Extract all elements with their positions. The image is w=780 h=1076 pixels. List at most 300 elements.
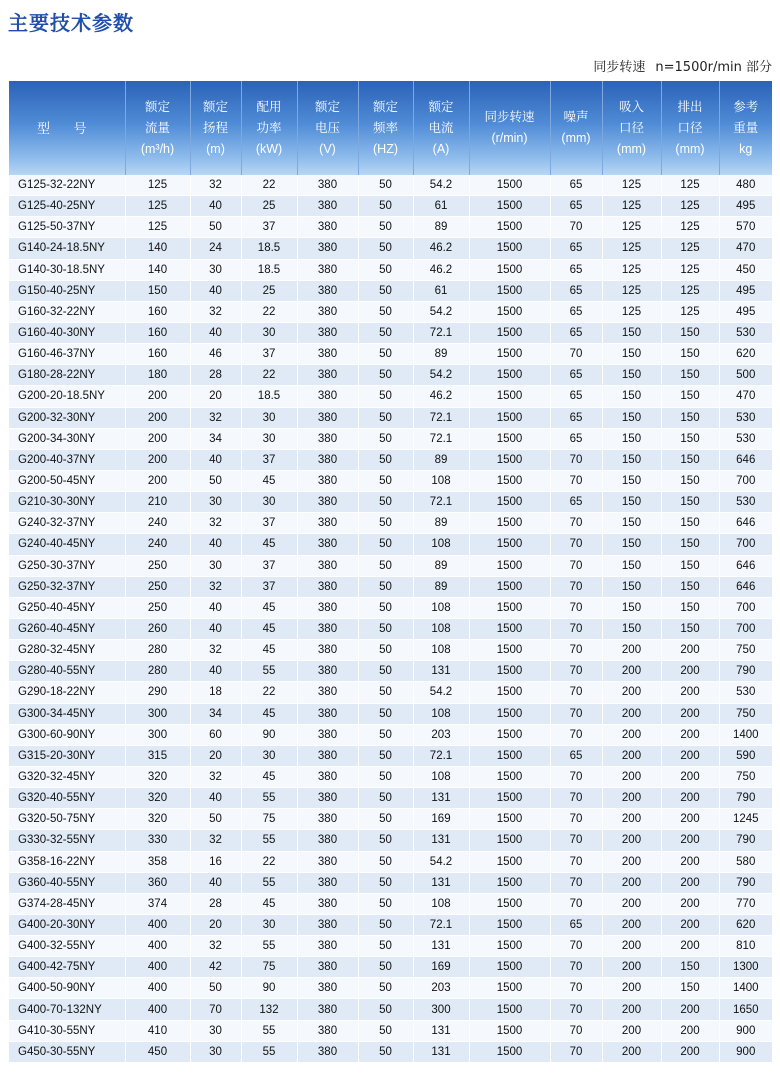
model-cell: G200-34-30NY: [9, 428, 125, 449]
table-cell: 470: [719, 386, 772, 407]
table-cell: 50: [358, 830, 413, 851]
model-cell: G125-32-22NY: [9, 175, 125, 196]
model-cell: G400-70-132NY: [9, 999, 125, 1020]
column-header-line: (A): [432, 141, 450, 156]
table-cell: 1400: [719, 724, 772, 745]
model-cell: G320-32-45NY: [9, 766, 125, 787]
table-cell: 70: [550, 766, 602, 787]
table-cell: 200: [661, 914, 719, 935]
column-header-3: [241, 81, 297, 175]
table-cell: 30: [241, 745, 297, 766]
table-cell: 530: [719, 428, 772, 449]
table-cell: 50: [358, 322, 413, 343]
column-header-line: 噪声: [563, 110, 589, 124]
table-cell: 150: [602, 534, 661, 555]
table-cell: 70: [550, 703, 602, 724]
table-cell: 790: [719, 830, 772, 851]
table-cell: 380: [297, 470, 358, 491]
table-cell: 280: [125, 661, 190, 682]
column-header-line: 吸入: [618, 99, 644, 114]
table-cell: 150: [602, 618, 661, 639]
model-cell: G140-30-18.5NY: [9, 259, 125, 280]
table-cell: 50: [358, 682, 413, 703]
table-cell: 580: [719, 851, 772, 872]
table-header: [9, 81, 772, 175]
table-cell: 380: [297, 830, 358, 851]
table-cell: 150: [661, 597, 719, 618]
table-cell: 50: [358, 1041, 413, 1062]
table-cell: 32: [190, 830, 241, 851]
table-cell: 250: [125, 555, 190, 576]
table-row: [9, 640, 772, 661]
table-cell: 18: [190, 682, 241, 703]
table-cell: 32: [190, 640, 241, 661]
table-row: [9, 407, 772, 428]
table-cell: 131: [413, 788, 469, 809]
column-header-line: 排出: [677, 99, 703, 114]
table-cell: 530: [719, 322, 772, 343]
model-cell: G150-40-25NY: [9, 280, 125, 301]
table-cell: 200: [602, 999, 661, 1020]
table-cell: 700: [719, 597, 772, 618]
table-cell: 30: [241, 914, 297, 935]
table-cell: 16: [190, 851, 241, 872]
table-cell: 30: [241, 428, 297, 449]
model-cell: G400-20-30NY: [9, 914, 125, 935]
table-cell: 1500: [469, 978, 550, 999]
table-cell: 125: [125, 175, 190, 196]
table-row: [9, 280, 772, 301]
table-cell: 646: [719, 576, 772, 597]
table-cell: 37: [241, 576, 297, 597]
table-cell: 200: [602, 661, 661, 682]
table-cell: 200: [602, 640, 661, 661]
column-header-line: 流量: [144, 120, 170, 135]
table-cell: 45: [241, 640, 297, 661]
table-cell: 900: [719, 1041, 772, 1062]
table-cell: 54.2: [413, 365, 469, 386]
table-cell: 30: [190, 555, 241, 576]
table-cell: 1500: [469, 386, 550, 407]
table-cell: 200: [661, 1020, 719, 1041]
table-cell: 125: [125, 196, 190, 217]
table-cell: 50: [358, 597, 413, 618]
table-cell: 300: [125, 724, 190, 745]
table-cell: 900: [719, 1020, 772, 1041]
table-cell: 65: [550, 196, 602, 217]
table-cell: 150: [602, 597, 661, 618]
table-cell: 90: [241, 978, 297, 999]
table-cell: 150: [602, 513, 661, 534]
table-cell: 65: [550, 745, 602, 766]
table-cell: 46: [190, 344, 241, 365]
table-cell: 108: [413, 893, 469, 914]
table-cell: 150: [661, 957, 719, 978]
table-cell: 700: [719, 534, 772, 555]
table-cell: 22: [241, 301, 297, 322]
table-cell: 1500: [469, 301, 550, 322]
table-cell: 50: [358, 576, 413, 597]
header-row: [9, 81, 772, 175]
table-cell: 380: [297, 597, 358, 618]
column-header-2: [190, 81, 241, 175]
speed-note-value: n=1500r/min 部分: [655, 60, 772, 75]
table-cell: 50: [358, 872, 413, 893]
table-cell: 72.1: [413, 407, 469, 428]
table-cell: 45: [241, 534, 297, 555]
table-cell: 108: [413, 597, 469, 618]
table-cell: 380: [297, 492, 358, 513]
table-cell: 1500: [469, 893, 550, 914]
table-cell: 70: [550, 449, 602, 470]
table-cell: 169: [413, 957, 469, 978]
table-cell: 72.1: [413, 322, 469, 343]
table-cell: 380: [297, 196, 358, 217]
table-cell: 330: [125, 830, 190, 851]
table-cell: 46.2: [413, 238, 469, 259]
table-cell: 50: [190, 978, 241, 999]
column-header-line: 额定: [202, 99, 228, 114]
model-cell: G200-20-18.5NY: [9, 386, 125, 407]
model-cell: G280-40-55NY: [9, 661, 125, 682]
table-cell: 65: [550, 322, 602, 343]
table-cell: 1500: [469, 872, 550, 893]
table-cell: 61: [413, 280, 469, 301]
table-cell: 380: [297, 893, 358, 914]
table-cell: 1500: [469, 470, 550, 491]
table-cell: 380: [297, 640, 358, 661]
table-cell: 315: [125, 745, 190, 766]
table-cell: 1500: [469, 492, 550, 513]
table-cell: 150: [661, 449, 719, 470]
table-cell: 374: [125, 893, 190, 914]
table-cell: 1500: [469, 682, 550, 703]
table-cell: 20: [190, 745, 241, 766]
table-cell: 45: [241, 597, 297, 618]
table-cell: 108: [413, 618, 469, 639]
table-row: [9, 470, 772, 491]
column-header-line: (m): [206, 141, 225, 156]
table-cell: 131: [413, 1041, 469, 1062]
table-cell: 620: [719, 344, 772, 365]
table-cell: 30: [190, 259, 241, 280]
table-row: [9, 893, 772, 914]
table-cell: 89: [413, 576, 469, 597]
table-cell: 200: [661, 640, 719, 661]
table-cell: 54.2: [413, 175, 469, 196]
table-cell: 450: [125, 1041, 190, 1062]
table-cell: 200: [125, 386, 190, 407]
table-row: [9, 365, 772, 386]
table-cell: 55: [241, 936, 297, 957]
table-cell: 1500: [469, 851, 550, 872]
table-cell: 70: [550, 999, 602, 1020]
table-cell: 590: [719, 745, 772, 766]
table-cell: 1500: [469, 322, 550, 343]
model-cell: G160-32-22NY: [9, 301, 125, 322]
table-cell: 150: [661, 470, 719, 491]
model-cell: G300-60-90NY: [9, 724, 125, 745]
model-cell: G250-40-45NY: [9, 597, 125, 618]
table-cell: 30: [241, 492, 297, 513]
table-cell: 150: [602, 449, 661, 470]
table-cell: 1500: [469, 259, 550, 280]
table-cell: 50: [358, 301, 413, 322]
speed-note-label: 同步转速: [593, 60, 646, 75]
table-cell: 50: [358, 914, 413, 935]
table-cell: 131: [413, 830, 469, 851]
table-cell: 380: [297, 978, 358, 999]
table-cell: 240: [125, 534, 190, 555]
table-cell: 28: [190, 893, 241, 914]
table-cell: 50: [358, 893, 413, 914]
table-cell: 1500: [469, 640, 550, 661]
table-cell: 200: [661, 788, 719, 809]
table-cell: 1500: [469, 555, 550, 576]
table-cell: 530: [719, 492, 772, 513]
table-cell: 160: [125, 344, 190, 365]
column-header-line: 同步转速: [484, 110, 535, 124]
table-row: [9, 1041, 772, 1062]
table-cell: 32: [190, 407, 241, 428]
table-cell: 210: [125, 492, 190, 513]
table-cell: 280: [125, 640, 190, 661]
column-header-line: 额定: [314, 99, 340, 114]
table-row: [9, 830, 772, 851]
model-cell: G330-32-55NY: [9, 830, 125, 851]
table-cell: 380: [297, 576, 358, 597]
table-cell: 646: [719, 449, 772, 470]
table-cell: 50: [190, 809, 241, 830]
page-title: 主要技术参数: [8, 11, 134, 35]
table-cell: 150: [661, 513, 719, 534]
table-cell: 150: [602, 470, 661, 491]
table-cell: 380: [297, 238, 358, 259]
table-cell: 70: [550, 872, 602, 893]
table-cell: 200: [661, 724, 719, 745]
table-cell: 24: [190, 238, 241, 259]
table-cell: 150: [661, 428, 719, 449]
table-cell: 30: [190, 1020, 241, 1041]
table-cell: 20: [190, 386, 241, 407]
table-cell: 45: [241, 470, 297, 491]
model-cell: G358-16-22NY: [9, 851, 125, 872]
table-row: [9, 576, 772, 597]
table-cell: 89: [413, 449, 469, 470]
table-cell: 200: [661, 661, 719, 682]
table-cell: 1500: [469, 576, 550, 597]
table-cell: 42: [190, 957, 241, 978]
table-cell: 55: [241, 661, 297, 682]
table-cell: 150: [602, 386, 661, 407]
table-cell: 65: [550, 175, 602, 196]
table-cell: 150: [661, 322, 719, 343]
table-cell: 50: [358, 640, 413, 661]
table-cell: 320: [125, 788, 190, 809]
table-row: [9, 534, 772, 555]
table-cell: 1650: [719, 999, 772, 1020]
table-cell: 380: [297, 618, 358, 639]
model-cell: G250-32-37NY: [9, 576, 125, 597]
table-cell: 28: [190, 365, 241, 386]
table-cell: 55: [241, 872, 297, 893]
table-cell: 70: [550, 893, 602, 914]
table-cell: 200: [661, 936, 719, 957]
table-cell: 40: [190, 280, 241, 301]
table-cell: 55: [241, 1020, 297, 1041]
table-row: [9, 745, 772, 766]
table-cell: 200: [602, 766, 661, 787]
table-cell: 65: [550, 428, 602, 449]
table-cell: 50: [358, 555, 413, 576]
table-cell: 380: [297, 1020, 358, 1041]
table-cell: 380: [297, 703, 358, 724]
model-cell: G374-28-45NY: [9, 893, 125, 914]
table-cell: 470: [719, 238, 772, 259]
table-cell: 200: [602, 682, 661, 703]
table-cell: 50: [358, 999, 413, 1020]
table-cell: 65: [550, 301, 602, 322]
table-cell: 200: [602, 914, 661, 935]
table-cell: 40: [190, 872, 241, 893]
table-cell: 1500: [469, 788, 550, 809]
column-header-11: [719, 81, 772, 175]
table-cell: 380: [297, 280, 358, 301]
table-cell: 150: [602, 322, 661, 343]
table-cell: 150: [602, 428, 661, 449]
table-cell: 125: [602, 196, 661, 217]
table-cell: 380: [297, 513, 358, 534]
table-cell: 32: [190, 301, 241, 322]
column-header-line: 配用: [256, 99, 282, 114]
table-cell: 131: [413, 872, 469, 893]
table-cell: 37: [241, 513, 297, 534]
table-cell: 380: [297, 724, 358, 745]
table-cell: 70: [550, 217, 602, 238]
table-cell: 200: [602, 851, 661, 872]
table-cell: 60: [190, 724, 241, 745]
table-cell: 380: [297, 682, 358, 703]
table-cell: 50: [358, 238, 413, 259]
table-cell: 1500: [469, 999, 550, 1020]
table-cell: 45: [241, 766, 297, 787]
table-cell: 50: [358, 365, 413, 386]
table-cell: 125: [661, 238, 719, 259]
table-cell: 770: [719, 893, 772, 914]
table-cell: 25: [241, 280, 297, 301]
table-cell: 70: [550, 1020, 602, 1041]
table-cell: 50: [358, 851, 413, 872]
table-cell: 70: [550, 661, 602, 682]
table-cell: 790: [719, 788, 772, 809]
table-cell: 89: [413, 555, 469, 576]
table-cell: 380: [297, 534, 358, 555]
table-cell: 22: [241, 851, 297, 872]
table-cell: 300: [413, 999, 469, 1020]
table-cell: 380: [297, 914, 358, 935]
table-cell: 50: [358, 492, 413, 513]
table-cell: 150: [661, 555, 719, 576]
table-cell: 360: [125, 872, 190, 893]
model-cell: G240-40-45NY: [9, 534, 125, 555]
table-cell: 1500: [469, 914, 550, 935]
table-cell: 200: [602, 703, 661, 724]
table-cell: 380: [297, 365, 358, 386]
table-cell: 70: [550, 809, 602, 830]
table-cell: 700: [719, 470, 772, 491]
table-cell: 200: [125, 407, 190, 428]
model-cell: G400-50-90NY: [9, 978, 125, 999]
table-row: [9, 301, 772, 322]
table-cell: 125: [661, 280, 719, 301]
table-cell: 1500: [469, 513, 550, 534]
table-cell: 400: [125, 957, 190, 978]
table-cell: 40: [190, 322, 241, 343]
column-header-line: 频率: [372, 120, 398, 135]
table-cell: 1500: [469, 365, 550, 386]
table-cell: 380: [297, 428, 358, 449]
table-row: [9, 661, 772, 682]
table-cell: 380: [297, 851, 358, 872]
table-cell: 169: [413, 809, 469, 830]
table-cell: 70: [550, 534, 602, 555]
table-row: [9, 936, 772, 957]
table-cell: 108: [413, 766, 469, 787]
table-cell: 500: [719, 365, 772, 386]
table-body: [9, 175, 772, 1062]
table-cell: 200: [602, 1041, 661, 1062]
table-cell: 125: [602, 217, 661, 238]
table-cell: 70: [550, 597, 602, 618]
table-cell: 200: [661, 745, 719, 766]
table-cell: 50: [358, 344, 413, 365]
table-cell: 125: [602, 238, 661, 259]
table-cell: 50: [190, 217, 241, 238]
table-cell: 34: [190, 428, 241, 449]
table-cell: 750: [719, 703, 772, 724]
table-row: [9, 914, 772, 935]
table-cell: 200: [125, 470, 190, 491]
column-header-line: (mm): [616, 141, 647, 156]
table-cell: 46.2: [413, 259, 469, 280]
table-cell: 150: [602, 576, 661, 597]
model-cell: G360-40-55NY: [9, 872, 125, 893]
table-cell: 72.1: [413, 492, 469, 513]
table-cell: 50: [358, 534, 413, 555]
table-cell: 150: [602, 365, 661, 386]
table-cell: 131: [413, 661, 469, 682]
column-header-4: [297, 81, 358, 175]
table-cell: 40: [190, 661, 241, 682]
column-header-1: [125, 81, 190, 175]
table-cell: 50: [358, 513, 413, 534]
table-cell: 75: [241, 809, 297, 830]
table-cell: 70: [190, 999, 241, 1020]
table-cell: 55: [241, 1041, 297, 1062]
table-cell: 200: [661, 682, 719, 703]
table-cell: 380: [297, 872, 358, 893]
column-header-8: [550, 81, 602, 175]
model-cell: G200-40-37NY: [9, 449, 125, 470]
table-cell: 400: [125, 999, 190, 1020]
column-header-5: [358, 81, 413, 175]
table-cell: 72.1: [413, 914, 469, 935]
table-cell: 32: [190, 766, 241, 787]
table-cell: 25: [241, 196, 297, 217]
table-row: [9, 492, 772, 513]
model-cell: G250-30-37NY: [9, 555, 125, 576]
table-cell: 50: [358, 703, 413, 724]
